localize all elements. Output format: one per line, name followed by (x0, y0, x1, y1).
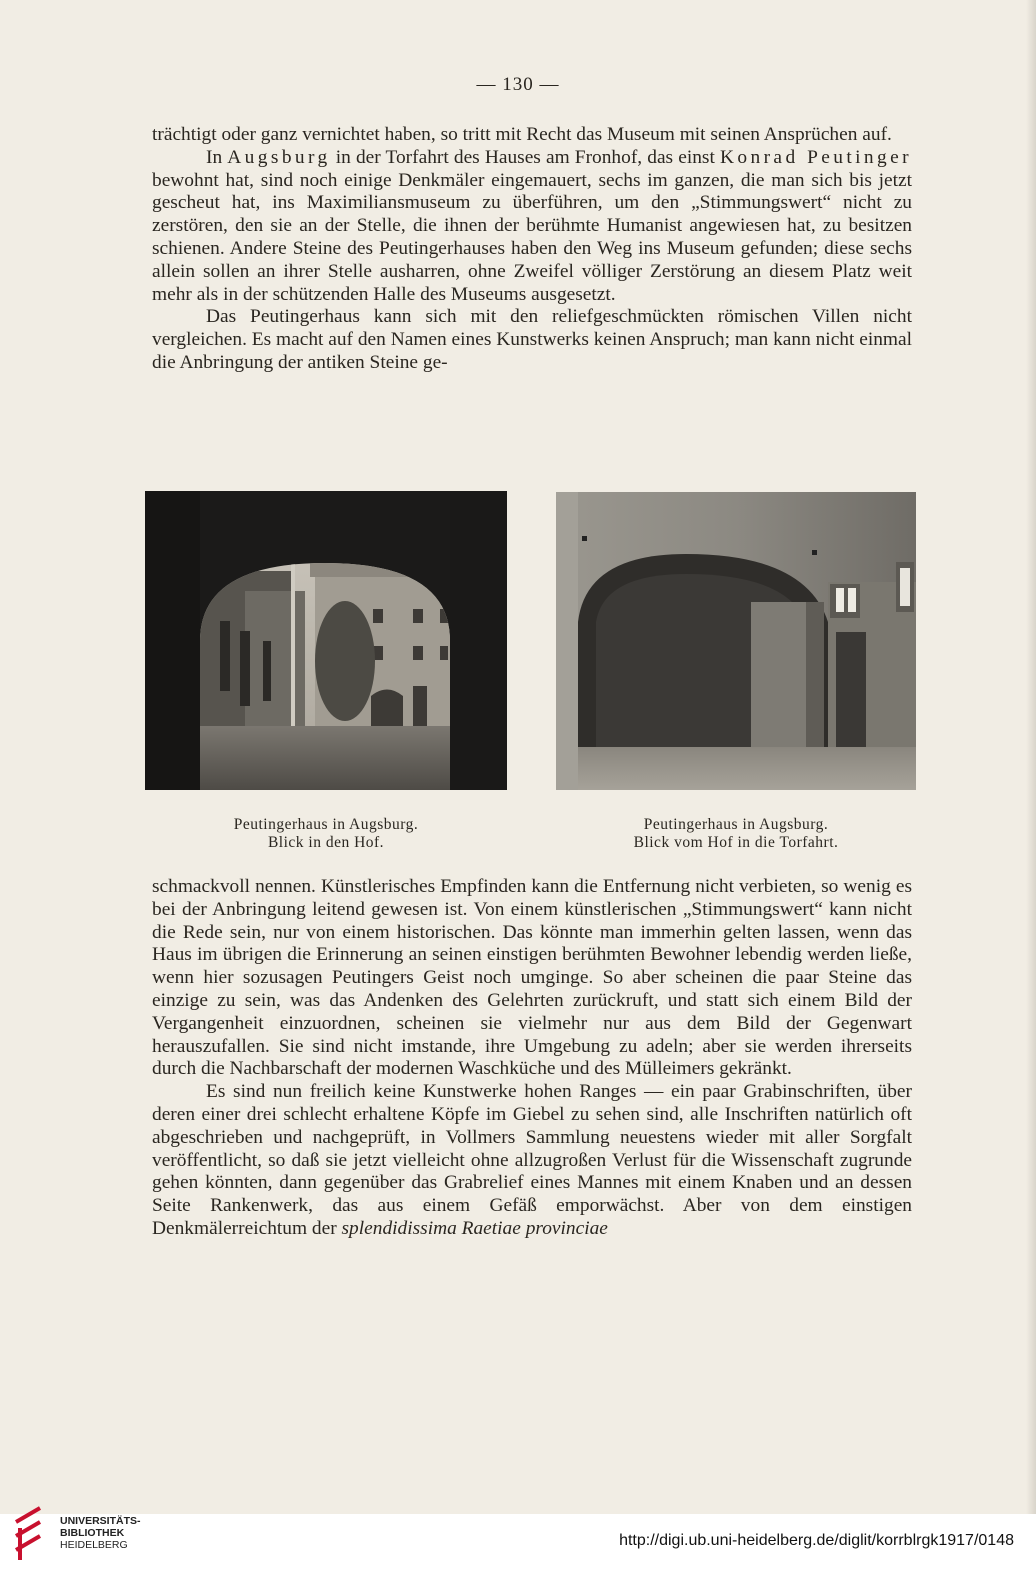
paragraph: trächtigt oder ganz vernichtet haben, so tritt mit Recht das Museum mit seinen Ansprüchen auf. (152, 124, 892, 145)
page-number: — 130 — (476, 74, 560, 95)
caption-line: Peutingerhaus in Augsburg. (643, 816, 829, 833)
paragraph: In Augsburg in der Torfahrt des Hauses am Fronhof, das einst Konrad Peutinger bewohnt hat, sind noch einige Denkmäler eingemauert, sechs im ganzen, die man sich bis jetzt gescheut hat, ins Maximiliansmuseum zu überführen, um den „Stimmungswert“ nicht zu zerstören, den sie an der Stelle, die ihnen der berühmte Humanist angewiesen hat, zu besitzen schienen. Andere Steine des Peutingerhauses haben den Weg ins Museum gefunden; diese sechs allein sollen an ihrer Stelle ausharren, ohne Zweifel völliger Zerstörung an diesem Platz weit mehr als in der schützenden Halle des Museums ausgesetzt. (152, 146, 912, 305)
source-url-link[interactable]: http://digi.ub.uni-heidelberg.de/diglit/korrblrgk1917/0148 (619, 1532, 1014, 1549)
library-logo-text: UNIVERSITÄTS- BIBLIOTHEK HEIDELBERG (60, 1515, 141, 1551)
photo-gateway-view (556, 492, 916, 790)
person-name: Konrad Peutinger (719, 146, 912, 168)
caption-line: Blick vom Hof in die Torfahrt. (633, 834, 839, 851)
caption-line: Peutingerhaus in Augsburg. (233, 816, 419, 833)
library-logo-icon (10, 1500, 54, 1564)
place-name: Augsburg (227, 146, 331, 168)
page-edge-shadow (1026, 0, 1036, 1514)
caption-line: Blick in den Hof. (267, 834, 385, 851)
paragraph: schmackvoll nennen. Künstlerisches Empfinden kann die Entfernung nicht verbieten, so wenig es bei der Anbringung leitend gewesen ist. Von einem künstlerischen „Stimmungswert“ kann nicht die Rede sein, nur von einem historischen. Das könnte man immerhin gelten lassen, wenn das Haus im übrigen die Erinnerung an seinen einstigen berühmten Bewohner lebendig werden ließe, wenn hier sozusagen Peutingers Geist noch umginge. So aber scheinen die paar Steine das einzige zu sein, was das Andenken des Gelehrten zurückruft, und statt sich einem Bild der Vergangenheit einzuordnen, scheinen sie vielmehr nur aus dem Bild der Gegenwart herauszufallen. Sie sind nicht imstande, ihre Umgebung zu adeln; aber sie werden ihrerseits durch die Nachbarschaft der modernen Waschküche und des Mülleimers gekränkt. (152, 876, 912, 1080)
figure-caption-right (556, 816, 916, 852)
photo-courtyard-view (145, 491, 507, 790)
photo-illustration (145, 491, 507, 790)
figure-caption-left (145, 816, 507, 852)
photo-illustration (556, 492, 916, 790)
paragraph: Es sind nun freilich keine Kunstwerke hohen Ranges — ein paar Grabinschriften, über deren einer drei schlecht erhaltene Köpfe im Giebel zu sehen sind, alle Inschriften natürlich oft abgeschrieben und nachgeprüft, in Vollmers Sammlung neuestens wieder mit aller Sorgfalt veröffentlicht, so daß sie jetzt vielleicht ohne allzugroßen Verlust für die Wissenschaft zugrunde gehen könnten, dann gegenüber das Grabrelief eines Mannes mit einem Knaben und an dessen Seite Rankenwerk, das aus einem Gefäß emporwächst. Aber von dem einstigen Denkmälerreichtum der splendidissima Raetiae provinciae (152, 1081, 912, 1239)
paragraph: Das Peutingerhaus kann sich mit den reliefgeschmückten römischen Villen nicht vergleichen. Es macht auf den Namen eines Kunstwerks keinen Anspruch; man kann nicht einmal die Anbringung der antiken Steine ge- (152, 306, 912, 373)
body-text-top (152, 124, 912, 375)
digitization-footer (0, 1514, 1036, 1587)
body-text-bottom (152, 876, 912, 1241)
latin-phrase: splendidissima Raetiae provinciae (341, 1217, 608, 1239)
